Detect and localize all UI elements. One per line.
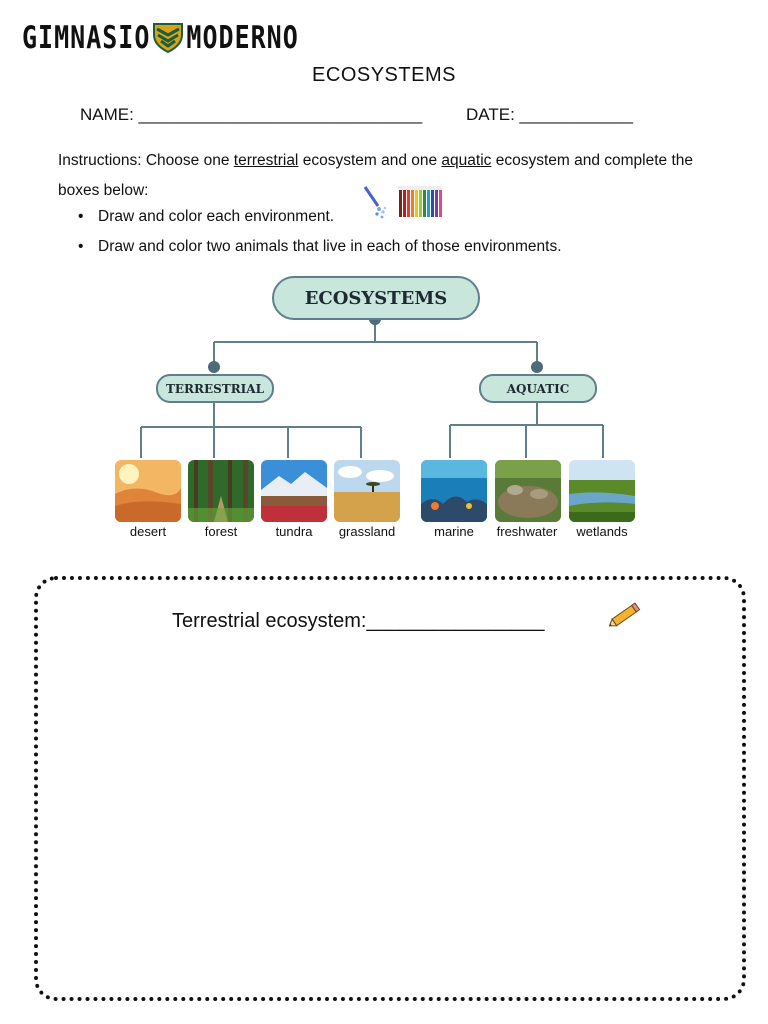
wetlands-image xyxy=(569,460,635,522)
label-tundra: tundra xyxy=(275,524,313,539)
ecosystems-diagram xyxy=(0,270,768,550)
terrestrial-word: terrestrial xyxy=(233,152,299,169)
logo-text-left: GIMNASIO xyxy=(22,18,151,56)
forest-image xyxy=(188,460,254,522)
instructions-text: ecosystem and complete the boxes below: xyxy=(58,152,694,199)
box-title: Terrestrial ecosystem:________________ xyxy=(172,610,545,632)
aquatic-node: AQUATIC xyxy=(479,374,597,403)
root-node: ECOSYSTEMS xyxy=(272,276,480,320)
grassland-image xyxy=(334,460,400,522)
colored-pencils-icon xyxy=(398,186,442,218)
aquatic-word: aquatic xyxy=(441,152,492,169)
page-title: ECOSYSTEMS xyxy=(312,64,456,86)
terrestrial-node: TERRESTRIAL xyxy=(156,374,274,403)
pencil-icon xyxy=(606,598,644,632)
instructions-text: Instructions: Choose one xyxy=(58,152,234,169)
list-item: • Draw and color each environment. xyxy=(78,202,562,232)
instructions-text: ecosystem and one xyxy=(298,152,442,169)
label-forest: forest xyxy=(204,524,238,539)
label-grassland: grassland xyxy=(338,524,396,539)
date-field[interactable]: DATE: ____________ xyxy=(466,105,633,124)
name-field[interactable]: NAME: ______________________________ xyxy=(80,105,423,124)
list-item: • Draw and color two animals that live in each of those environments. xyxy=(78,232,562,262)
desert-image xyxy=(115,460,181,522)
label-wetlands: wetlands xyxy=(576,524,628,539)
freshwater-image xyxy=(495,460,561,522)
glitter-pen-icon xyxy=(362,184,390,220)
instruction-list xyxy=(78,202,562,262)
shield-logo-icon xyxy=(152,21,184,53)
label-desert: desert xyxy=(129,524,167,539)
label-freshwater: freshwater xyxy=(496,524,558,539)
logo-text-right: MODERNO xyxy=(186,18,299,56)
marine-image xyxy=(421,460,487,522)
label-marine: marine xyxy=(434,524,474,539)
drawing-box[interactable] xyxy=(34,576,746,1001)
tundra-image xyxy=(261,460,327,522)
school-logo xyxy=(22,18,299,56)
